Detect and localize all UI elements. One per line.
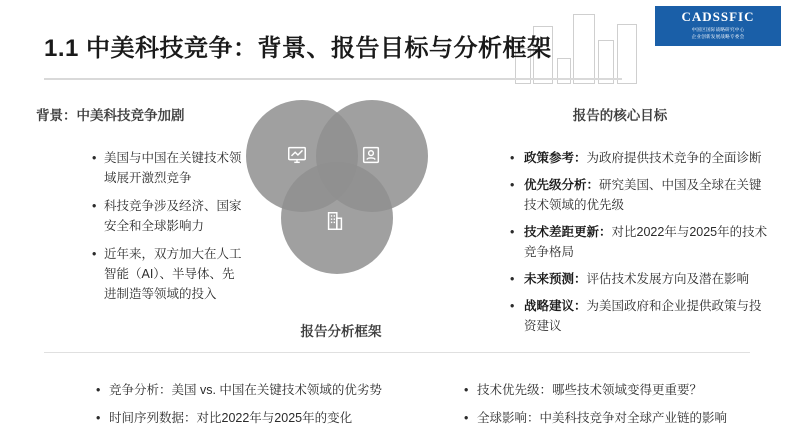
framework-list-left xyxy=(56,380,406,436)
contact-card-icon xyxy=(358,142,384,168)
objectives-heading: 报告的核心目标 xyxy=(572,108,668,123)
logo-main-text: CADSSFIC xyxy=(681,9,755,24)
title-divider xyxy=(44,78,622,80)
logo-sub-text-2: 企业创新发展战略专委会 xyxy=(691,34,745,39)
list-item: • 科技竞争涉及经济、国家安全和全球影响力 xyxy=(92,196,242,236)
list-item: • 竞争分析：美国 vs. 中国在关键技术领域的优劣势 xyxy=(96,380,406,400)
list-item-text: 为政府提供技术竞争的全面诊断 xyxy=(586,151,762,165)
list-item: • 近年来，双方加大在人工智能（AI）、半导体、先进制造等领域的投入 xyxy=(92,244,242,304)
organization-logo xyxy=(655,6,781,46)
building-icon xyxy=(322,208,348,234)
logo-sub-text-1: 中国区国际战略研究中心 xyxy=(691,27,745,32)
objectives-list xyxy=(470,148,770,343)
list-item xyxy=(510,148,770,168)
background-heading: 背景：中美科技竞争加剧 xyxy=(36,108,185,123)
list-item-label: 优先级分析： xyxy=(524,178,600,192)
venn-diagram xyxy=(246,100,436,300)
list-item-label: 政策参考： xyxy=(524,151,587,165)
chart-icon xyxy=(284,142,310,168)
slide-header xyxy=(0,0,793,84)
list-item xyxy=(510,222,770,262)
background-list xyxy=(52,148,242,312)
list-item-text: 对比2022年与2025年的技术竞争格局 xyxy=(524,225,768,259)
list-item xyxy=(510,175,770,215)
list-item-text: 研究美国、中国及全球在关键技术领域的优先级 xyxy=(524,178,762,212)
list-item: • 全球影响：中美科技竞争对全球产业链的影响 xyxy=(464,408,754,428)
list-item-label: 战略建议： xyxy=(524,299,587,313)
bottom-divider xyxy=(44,352,750,353)
list-item-label: 未来预测： xyxy=(524,272,587,286)
list-item: • 美国与中国在关键技术领域展开激烈竞争 xyxy=(92,148,242,188)
list-item-text: 为美国政府和企业提供政策与投资建议 xyxy=(524,299,762,333)
list-item-label: 技术差距更新： xyxy=(524,225,612,239)
framework-list-right xyxy=(424,380,754,436)
page-title: 1.1 中美科技竞争：背景、报告目标与分析框架 xyxy=(44,35,552,62)
list-item xyxy=(510,296,770,336)
venn-caption: 报告分析框架 xyxy=(300,324,382,339)
list-item: • 技术优先级：哪些技术领域变得更重要？ xyxy=(464,380,754,400)
list-item-text: 评估技术发展方向及潜在影响 xyxy=(586,272,750,286)
list-item: • 时间序列数据：对比2022年与2025年的变化 xyxy=(96,408,406,428)
list-item xyxy=(510,269,770,289)
